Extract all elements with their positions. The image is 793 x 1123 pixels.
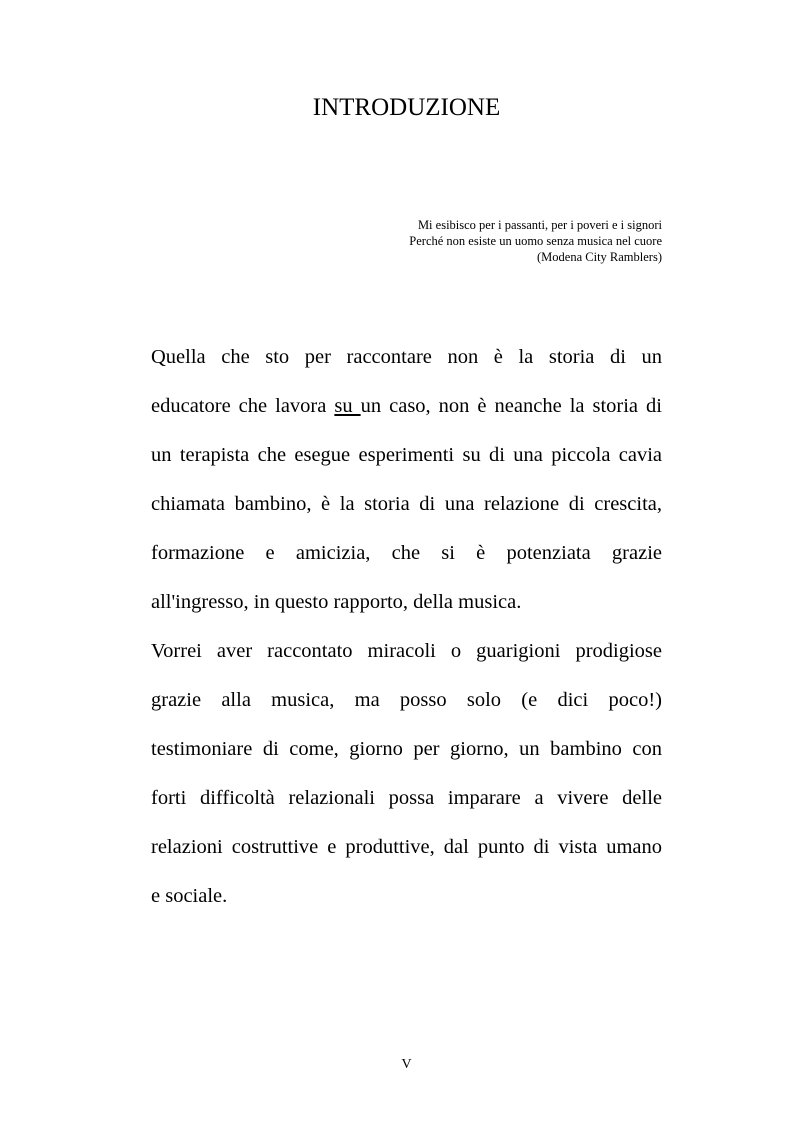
text-line: testimoniare di come, giorno per giorno, un bambino con — [151, 738, 662, 760]
text-line: chiamata bambino, è la storia di una relazione di crescita, — [151, 493, 662, 515]
paragraph-1 — [151, 333, 662, 627]
page-title: INTRODUZIONE — [312, 94, 501, 121]
text-line: Quella che sto per raccontare non è la storia di un — [151, 346, 662, 368]
text-segment: educatore che lavora — [151, 395, 335, 417]
page-number: V — [401, 1057, 412, 1072]
body-text — [151, 333, 662, 921]
epigraph-line-1: Mi esibisco per i passanti, per i poveri e i signori — [417, 218, 662, 232]
text-line: all'ingresso, in questo rapporto, della musica. — [151, 591, 522, 613]
epigraph — [242, 217, 662, 265]
text-line: un terapista che esegue esperimenti su di una piccola cavia — [151, 444, 662, 466]
epigraph-line-2: Perché non esiste un uomo senza musica nel cuore — [409, 234, 662, 248]
underlined-text: su — [334, 395, 361, 417]
text-line: grazie alla musica, ma posso solo (e dici poco!) — [151, 689, 662, 711]
text-line: formazione e amicizia, che si è potenziata grazie — [151, 542, 662, 564]
text-line — [151, 382, 662, 431]
text-line: forti difficoltà relazionali possa imparare a vivere delle — [151, 787, 662, 809]
text-line: relazioni costruttive e produttive, dal punto di vista umano — [151, 836, 662, 858]
text-line: Vorrei aver raccontato miracoli o guarigioni prodigiose — [151, 640, 662, 662]
paragraph-2 — [151, 627, 662, 921]
text-segment: un caso, non è neanche la storia di — [360, 395, 662, 417]
epigraph-source: (Modena City Ramblers) — [537, 250, 662, 264]
text-line: e sociale. — [151, 885, 228, 907]
